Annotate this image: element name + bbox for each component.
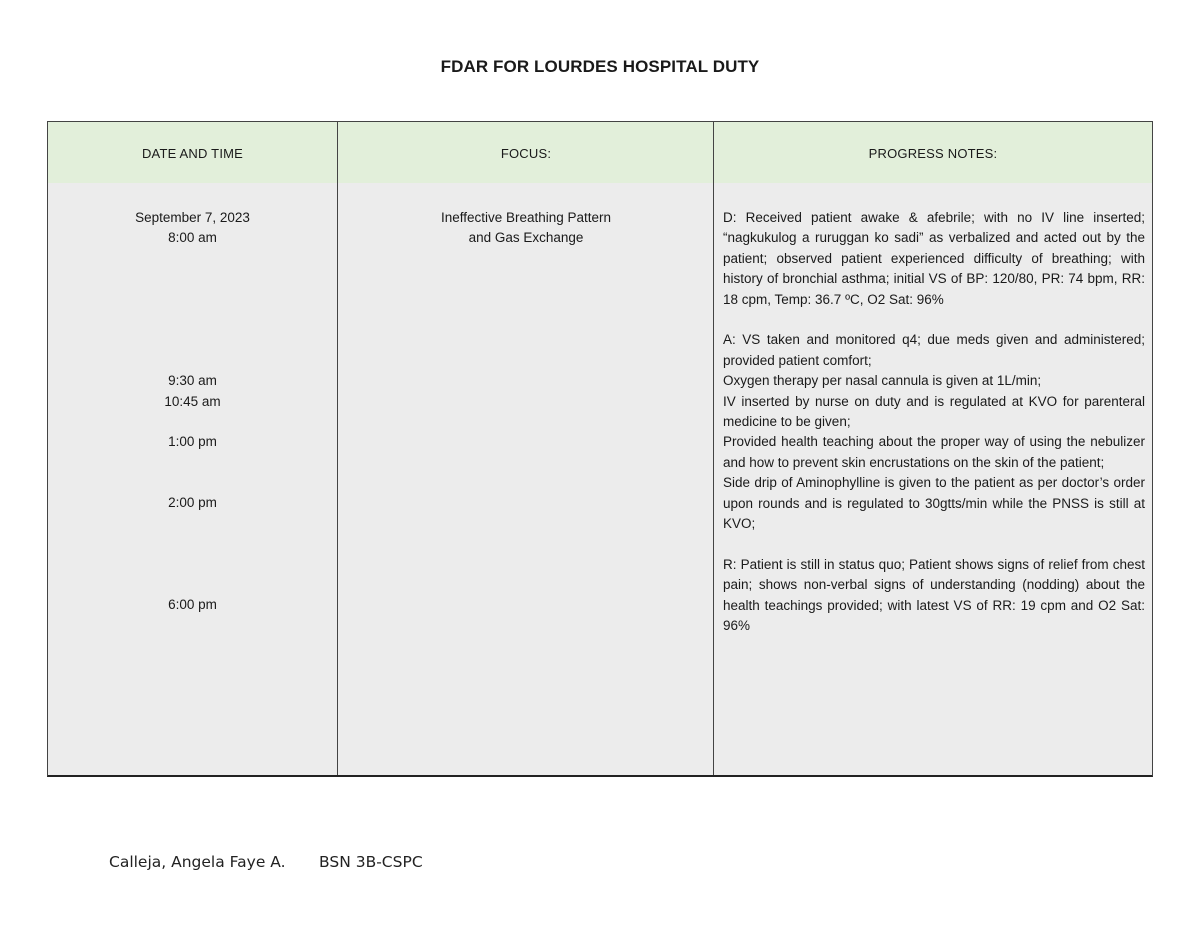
time-entry: 8:00 am bbox=[168, 230, 217, 246]
time-entry: 1:00 pm bbox=[168, 434, 217, 450]
time-entry: 2:00 pm bbox=[168, 495, 217, 511]
progress-notes-column bbox=[723, 208, 1145, 637]
note-action: Side drip of Aminophylline is given to the patient as per doctor’s order upon rounds and is regulated to 30gtts/min while the PNSS is still at KVO; bbox=[723, 475, 1145, 532]
note-action: Provided health teaching about the proper way of using the nebulizer and how to prevent skin encrustations on the skin of the patient; bbox=[723, 434, 1145, 470]
note-action: Oxygen therapy per nasal cannula is given at 1L/min; bbox=[723, 373, 1042, 389]
header-date-time: DATE AND TIME bbox=[141, 146, 244, 161]
date-entry: September 7, 2023 bbox=[135, 210, 250, 225]
note-action: IV inserted by nurse on duty and is regulated at KVO for parenteral medicine to be given; bbox=[723, 393, 1145, 430]
time-entry: 10:45 am bbox=[164, 393, 221, 409]
document-title: FDAR FOR LOURDES HOSPITAL DUTY bbox=[440, 57, 760, 76]
note-action: A: VS taken and monitored q4; due meds given and administered; provided patient comfort; bbox=[723, 332, 1145, 368]
date-time-column bbox=[48, 208, 337, 616]
focus-line: Ineffective Breathing Pattern bbox=[440, 210, 612, 225]
focus-column bbox=[338, 208, 714, 249]
focus-line: and Gas Exchange bbox=[468, 230, 584, 246]
footer-name: Calleja, Angela Faye A. bbox=[109, 853, 286, 871]
time-entry: 6:00 pm bbox=[168, 597, 217, 613]
time-entry: 9:30 am bbox=[168, 373, 217, 389]
fdar-table bbox=[47, 121, 1153, 777]
header-progress-notes: PROGRESS NOTES: bbox=[868, 146, 998, 161]
note-data: D: Received patient awake & afebrile; with no IV line inserted; “nagkukulog a ruruggan ko sadi” as verbalized and acted out by the patient; observed patient experienced difficulty of breathing; with history of bronchial asthma; initial VS of BP: 120/80, PR: 74 bpm, RR: 18 cpm, Temp: 36.7 ºC, O2 Sat: 96% bbox=[723, 210, 1145, 307]
header-focus: FOCUS: bbox=[500, 146, 552, 161]
footer-section: BSN 3B-CSPC bbox=[319, 853, 423, 871]
note-response: R: Patient is still in status quo; Patient shows signs of relief from chest pain; shows non-verbal signs of understanding (nodding) about the health teachings provided; with latest VS of RR: 19 cpm and O2 Sat: 96% bbox=[723, 556, 1145, 634]
